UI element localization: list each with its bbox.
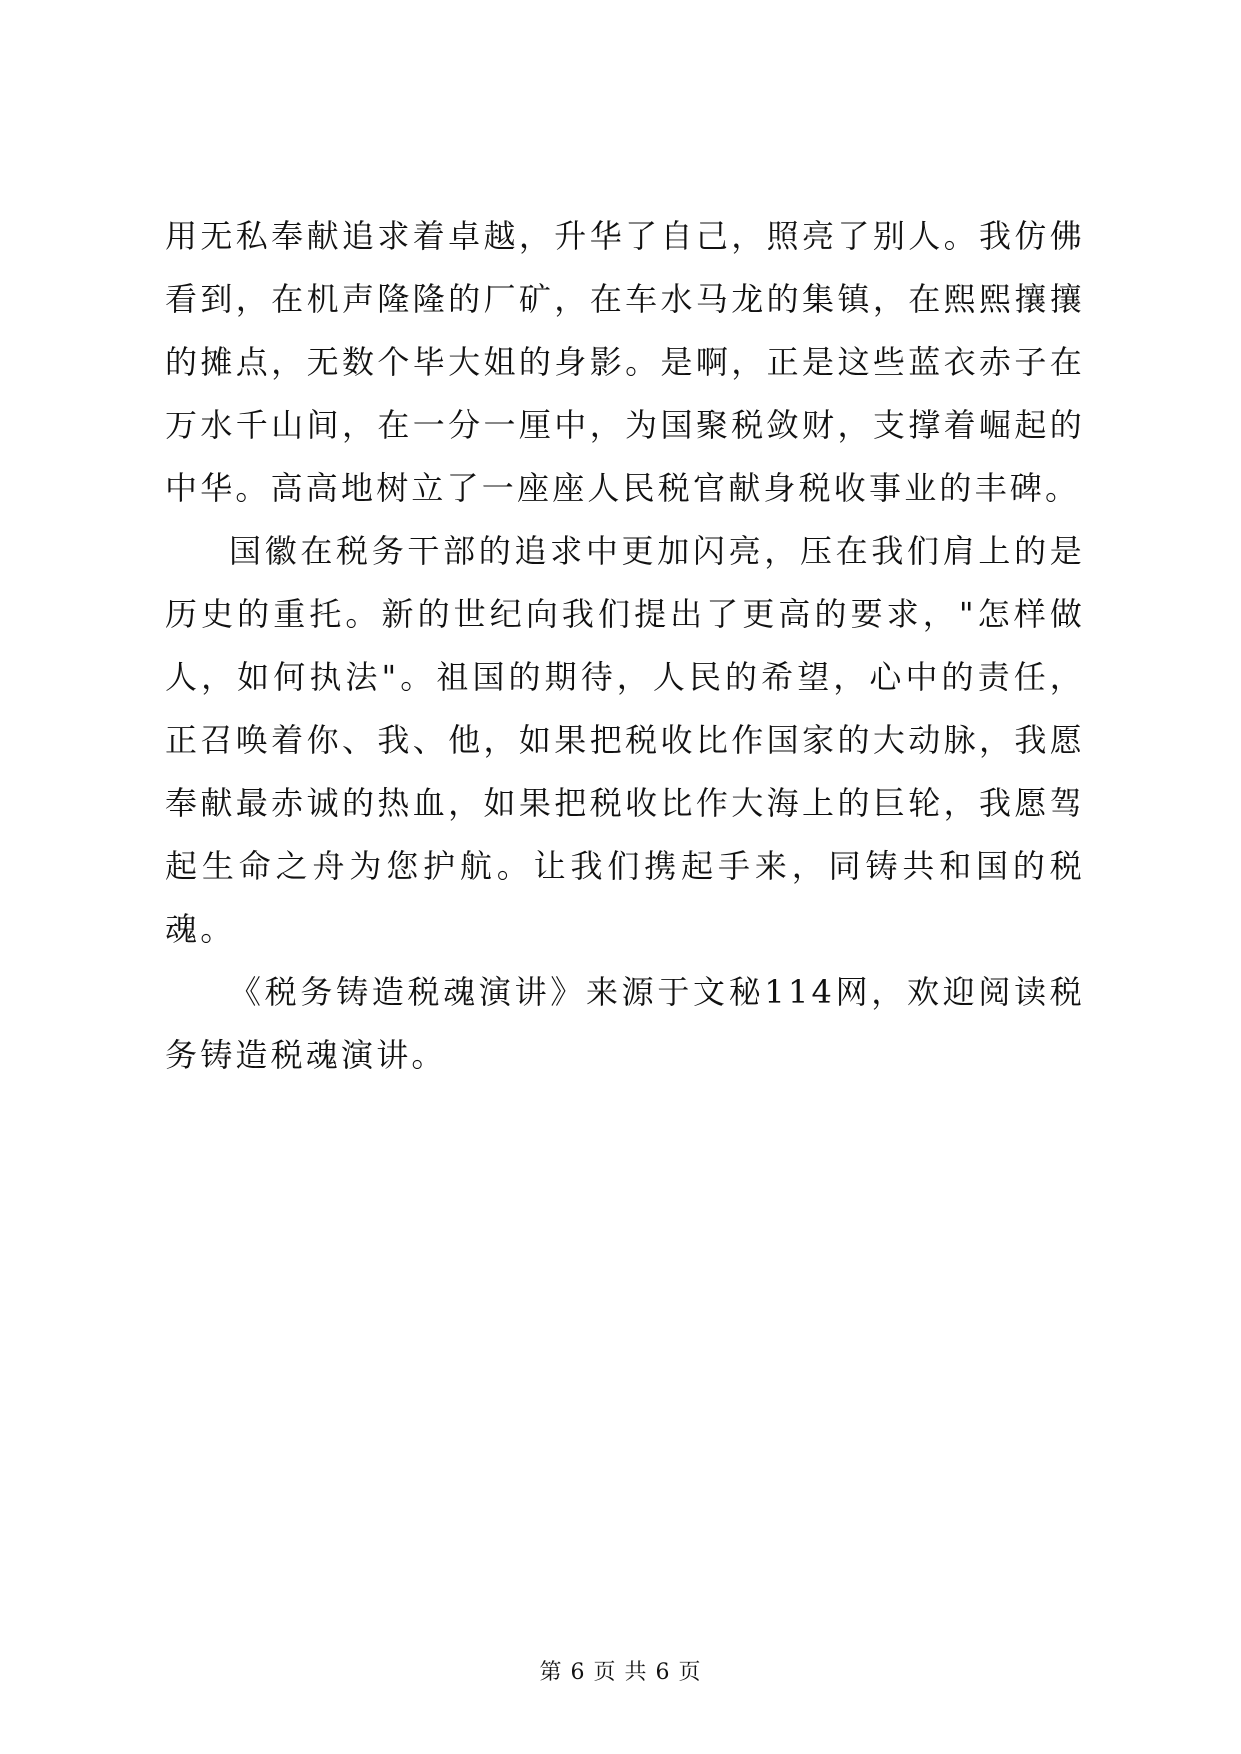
paragraph-national-emblem: 国徽在税务干部的追求中更加闪亮，压在我们肩上的是历史的重托。新的世纪向我们提出了更高的要求，"怎样做人，如何执法"。祖国的期待，人民的希望，心中的责任，正召唤着你、我、他，如果把税收比作国家的大动脉，我愿奉献最赤诚的热血，如果把税收比作大海上的巨轮，我愿驾起生命之舟为您护航。让我们携起手来，同铸共和国的税魂。 — [165, 532, 1085, 948]
page-footer: 第 6 页 共 6 页 — [539, 1660, 702, 1685]
document-body — [165, 205, 1085, 1087]
paragraph-continued: 用无私奉献追求着卓越，升华了自己，照亮了别人。我仿佛看到，在机声隆隆的厂矿，在车水马龙的集镇，在熙熙攘攘的摊点，无数个毕大姐的身影。是啊，正是这些蓝衣赤子在万水千山间，在一分一厘中，为国聚税敛财，支撑着崛起的中华。高高地树立了一座座人民税官献身税收事业的丰碑。 — [165, 217, 1085, 507]
paragraph-source-note: 《税务铸造税魂演讲》来源于文秘114网，欢迎阅读税务铸造税魂演讲。 — [165, 973, 1085, 1074]
